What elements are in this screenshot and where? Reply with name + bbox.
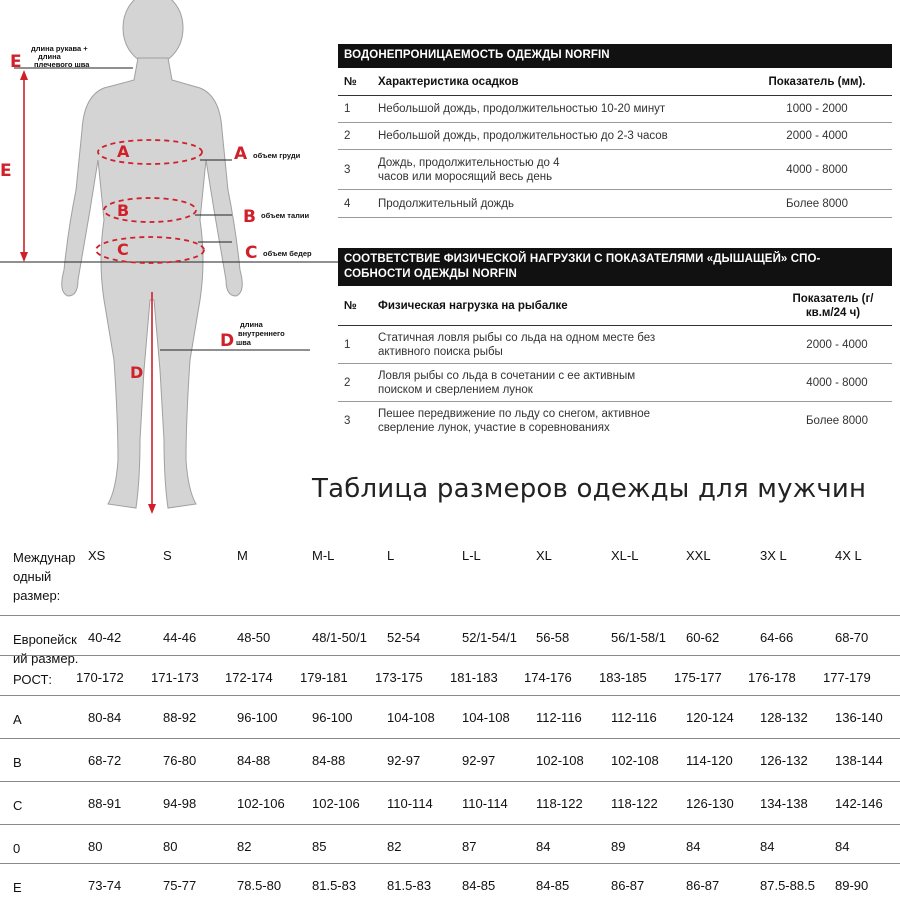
size-cell: 64-66 [760,630,794,645]
size-cell: 86-87 [686,878,720,893]
size-row [0,825,900,864]
size-cell: 68-70 [835,630,869,645]
size-cell: 84-85 [462,878,496,893]
size-cell: 110-114 [387,796,433,811]
label-c: C [245,243,258,263]
label-a: A [234,144,248,164]
size-row [0,696,900,739]
size-cell: 73-74 [88,878,122,893]
size-cell: 75-77 [163,878,197,893]
size-cell: 92-97 [462,753,496,768]
size-cell: 85 [312,839,327,854]
size-cell: L-L [462,548,481,563]
size-row [0,864,900,900]
table-row [338,123,892,150]
row-desc: Небольшой дождь, продолжительностью 10-20 минут [378,103,666,115]
row-num: 3 [344,415,351,427]
size-cell: 94-98 [163,796,197,811]
size-cell: 86-87 [611,878,645,893]
size-cell: 134-138 [760,796,808,811]
row-num: 2 [344,376,351,389]
size-cell: 60-62 [686,630,720,645]
size-cell: XXL [686,548,711,563]
row-desc: Небольшой дождь, продолжительностью до 2-3 часов [378,130,668,142]
row-val: Более 8000 [806,415,868,427]
size-cell: XS [88,548,106,563]
size-cell: 112-116 [611,710,657,725]
size-cell: M-L [312,548,335,563]
label-e-top: E [10,52,22,72]
size-cell: 177-179 [823,670,871,685]
size-cell: 118-122 [611,796,658,811]
size-cell: 176-178 [748,670,796,685]
size-row [0,538,900,616]
sleeve-desc-line-3: плечевого шва [34,60,90,69]
size-cell: 173-175 [375,670,423,685]
size-cell: 81.5-83 [312,878,357,893]
body-measurement-figure [0,0,340,520]
row-val: 4000 - 8000 [806,376,868,389]
label-a-inner: A [117,142,130,161]
size-cell: 84-88 [312,753,346,768]
size-row [0,739,900,782]
size-cell: 48-50 [237,630,271,645]
row-val: 2000 - 4000 [786,130,848,142]
row-desc: Пешее передвижение по льду со снегом, активное сверление лунок, участие в соревнованиях [378,408,651,434]
size-cell: 102-106 [237,796,285,811]
size-cell: 171-173 [151,670,199,685]
size-cell: 102-108 [611,753,659,768]
row-val: 4000 - 8000 [786,163,848,176]
size-cell: 181-183 [450,670,498,685]
row-val: Более 8000 [786,197,848,210]
size-cell: 142-146 [835,796,883,811]
size-cell: 128-132 [760,710,808,725]
size-cell: 84 [835,839,850,854]
inseam-desc [236,320,287,347]
sleeve-desc-line-1: длина рукава + [31,44,88,53]
table-row [338,326,892,364]
size-cell: XL-L [611,548,639,563]
size-row-label: A [13,712,22,727]
size-cell: 84 [686,839,701,854]
size-cell: 174-176 [524,670,572,685]
size-row-label: E [13,880,22,895]
size-cell: 88-92 [163,710,197,725]
waist-desc: объем талии [261,211,310,220]
size-cell: 170-172 [76,670,124,685]
size-cell: L [387,548,395,563]
size-cell: 136-140 [835,710,883,725]
size-cell: 82 [387,839,402,854]
inseam-desc-line-1: длина [240,320,263,329]
header-val: Показатель (г/кв.м/24 ч) [792,292,874,319]
inseam-desc-line-3: шва [236,338,251,347]
size-cell: 56/1-58/1 [611,630,666,645]
size-cell: 102-108 [536,753,584,768]
table-row [338,364,892,402]
inseam-desc-line-2: внутреннего [238,329,285,338]
row-desc: Статичная ловля рыбы со льда на одном месте без активного поиска рыбы [378,331,656,358]
size-cell: 56-58 [536,630,570,645]
hips-desc: объем бедер [263,249,312,258]
waterproof-table [338,44,892,218]
sleeve-desc [31,44,90,69]
row-num: 2 [344,130,351,142]
size-cell: M [237,548,248,563]
size-row-label: Европейск ий размер. [13,632,79,666]
row-num: 4 [344,197,351,210]
size-cell: 112-116 [536,710,582,725]
size-cell: 68-72 [88,753,122,768]
size-cell: 84-85 [536,878,570,893]
header-val: Показатель (мм). [768,75,866,88]
size-cell: 120-124 [686,710,734,725]
row-desc: Дождь, продолжительностью до 4 часов или моросящий весь день [378,156,560,183]
size-cell: 102-106 [312,796,360,811]
size-cell: 172-174 [225,670,273,685]
table-row [338,96,892,123]
size-row-label: 0 [13,841,21,856]
row-num: 1 [344,103,351,115]
size-cell: 179-181 [300,670,348,685]
size-cell: 126-132 [760,753,808,768]
size-cell: 80 [163,839,178,854]
header-desc: Характеристика осадков [378,75,519,88]
label-b-inner: B [117,201,130,220]
size-cell: 138-144 [835,753,883,768]
size-cell: 118-122 [536,796,583,811]
size-cell: 89 [611,839,626,854]
table-row [338,402,892,440]
label-b: B [243,207,256,227]
size-row-label: C [13,798,23,813]
waterproof-header-row [338,68,892,96]
size-cell: 52/1-54/1 [462,630,517,645]
size-row [0,782,900,825]
size-cell: 4X L [835,548,862,563]
breathability-table [338,248,892,440]
size-cell: 175-177 [674,670,722,685]
size-row-label: РОСТ: [13,672,53,687]
size-cell: 126-130 [686,796,734,811]
arrow-down-icon [148,504,156,514]
waterproof-title: ВОДОНЕПРОНИЦАЕМОСТЬ ОДЕЖДЫ NORFIN [338,44,892,68]
size-cell: 84 [536,839,551,854]
row-desc: Ловля рыбы со льда в сочетании с ее активным поиском и сверлением лунок [378,369,636,396]
size-cell: 89-90 [835,878,869,893]
size-row-label: B [13,755,22,770]
size-cell: S [163,548,172,563]
label-d: D [220,331,235,351]
label-c-inner: C [117,240,129,259]
size-cell: 78.5-80 [237,878,282,893]
size-cell: XL [536,548,552,563]
table-row [338,190,892,218]
sleeve-desc-line-2: длина [38,52,61,61]
size-cell: 80 [88,839,103,854]
size-cell: 92-97 [387,753,421,768]
row-desc: Продолжительный дождь [378,197,514,210]
size-table [0,538,900,900]
size-row [0,656,900,696]
size-cell: 183-185 [599,670,647,685]
size-row [0,616,900,666]
size-cell: 76-80 [163,753,197,768]
size-cell: 52-54 [387,630,421,645]
row-val: 1000 - 2000 [786,103,848,115]
chest-desc: объем груди [253,151,301,160]
size-cell: 44-46 [163,630,197,645]
size-chart-title: Таблица размеров одежды для мужчин [312,474,867,504]
arrow-down-icon [20,252,28,262]
size-cell: 110-114 [462,796,508,811]
size-cell: 88-91 [88,796,122,811]
size-cell: 87 [462,839,477,854]
size-cell: 84-88 [237,753,271,768]
breathability-title: СООТВЕТСТВИЕ ФИЗИЧЕСКОЙ НАГРУЗКИ С ПОКАЗАТЕЛЯМИ «ДЫШАЩЕЙ» СПО- СОБНОСТИ ОДЕЖДЫ NORFIN [338,248,892,286]
header-num: № [344,75,357,88]
size-cell: 3X L [760,548,787,563]
table-row [338,150,892,190]
size-cell: 104-108 [462,710,510,725]
row-val: 2000 - 4000 [806,338,868,351]
label-d-inner: D [130,363,144,382]
size-cell: 48/1-50/1 [312,630,367,645]
size-cell: 114-120 [686,753,733,768]
size-cell: 96-100 [312,710,353,725]
size-cell: 104-108 [387,710,435,725]
size-cell: 81.5-83 [387,878,432,893]
label-e-side: E [0,161,12,181]
size-cell: 96-100 [237,710,278,725]
size-cell: 82 [237,839,252,854]
header-num: № [344,299,357,312]
size-row-label: Междунар одный размер: [13,550,76,603]
row-num: 3 [344,163,351,176]
size-cell: 80-84 [88,710,122,725]
header-desc: Физическая нагрузка на рыбалке [378,299,568,312]
breathability-header-row [338,286,892,326]
size-cell: 40-42 [88,630,122,645]
size-cell: 84 [760,839,775,854]
size-cell: 87.5-88.5 [760,878,815,893]
row-num: 1 [344,338,351,351]
